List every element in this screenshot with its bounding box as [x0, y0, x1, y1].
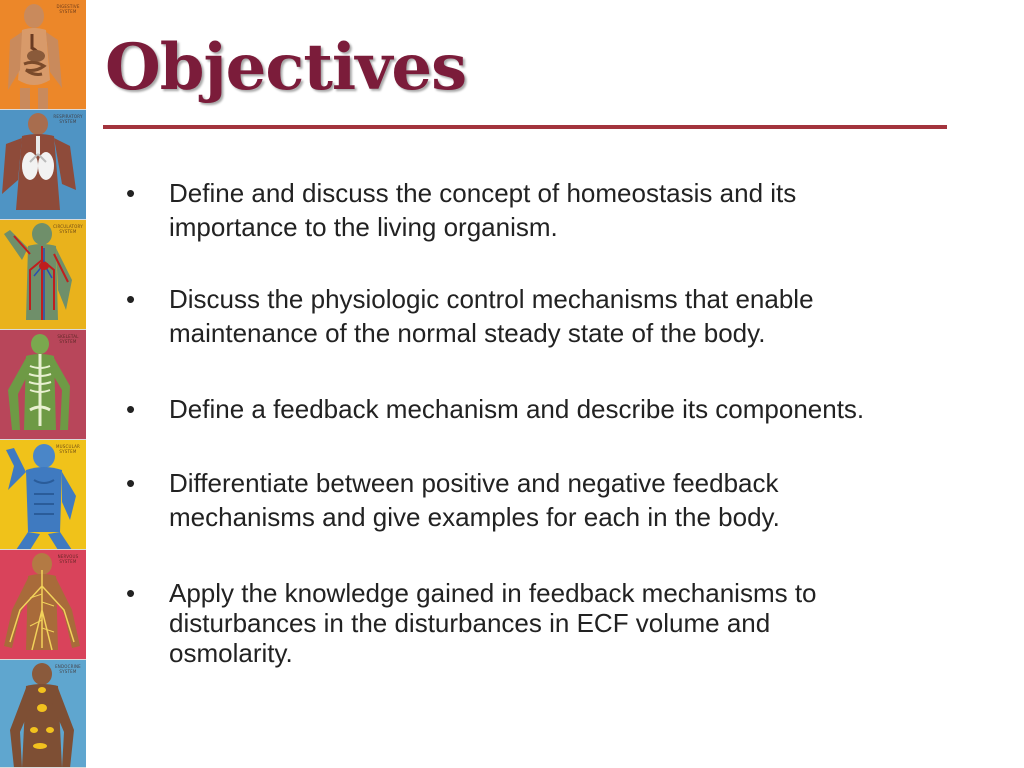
bullet-icon: • [126, 178, 136, 208]
objective-line: Discuss the physiologic control mechanisms that enable [169, 284, 814, 314]
skeletal-system-icon [0, 330, 86, 440]
objective-line: importance to the living organism. [169, 212, 558, 242]
objective-line: osmolarity. [169, 638, 293, 668]
objective-item [126, 466, 946, 534]
bullet-icon: • [126, 468, 136, 498]
objective-line: Differentiate between positive and negative feedback [169, 468, 779, 498]
panel-caption: SKELETAL SYSTEM [57, 334, 79, 344]
bullet-icon: • [126, 284, 136, 314]
slide-title: Objectives [105, 30, 467, 105]
bullet-icon: • [126, 578, 136, 608]
muscular-system-icon [0, 440, 86, 550]
objective-item [126, 578, 946, 668]
objective-line: Define a feedback mechanism and describe its components. [169, 394, 865, 424]
panel-caption: ENDOCRINE SYSTEM [55, 664, 81, 674]
objectives-list [126, 176, 946, 668]
panel-caption: CIRCULATORY SYSTEM [53, 224, 83, 234]
objective-item [126, 176, 946, 244]
objective-line: Apply the knowledge gained in feedback mechanisms to [169, 578, 817, 608]
objective-line: maintenance of the normal steady state of the body. [169, 318, 766, 348]
objective-line: Define and discuss the concept of homeostasis and its [169, 178, 797, 208]
objective-item [126, 392, 946, 426]
panel-caption: RESPIRATORY SYSTEM [53, 114, 83, 124]
objective-line: mechanisms and give examples for each in the body. [169, 502, 780, 532]
nervous-system-icon [0, 550, 86, 660]
panel-caption: NERVOUS SYSTEM [57, 554, 79, 564]
panel-caption: DIGESTIVE SYSTEM [56, 4, 80, 14]
objective-line: disturbances in the disturbances in ECF volume and [169, 608, 771, 638]
anatomy-image-strip [0, 0, 86, 768]
respiratory-system-icon [0, 110, 86, 220]
bullet-icon: • [126, 394, 136, 424]
panel-caption: MUSCULAR SYSTEM [55, 444, 81, 454]
circulatory-system-icon [0, 220, 86, 330]
endocrine-system-icon [0, 660, 86, 768]
digestive-system-icon [0, 0, 86, 110]
objective-item [126, 282, 946, 350]
title-divider [103, 125, 947, 129]
